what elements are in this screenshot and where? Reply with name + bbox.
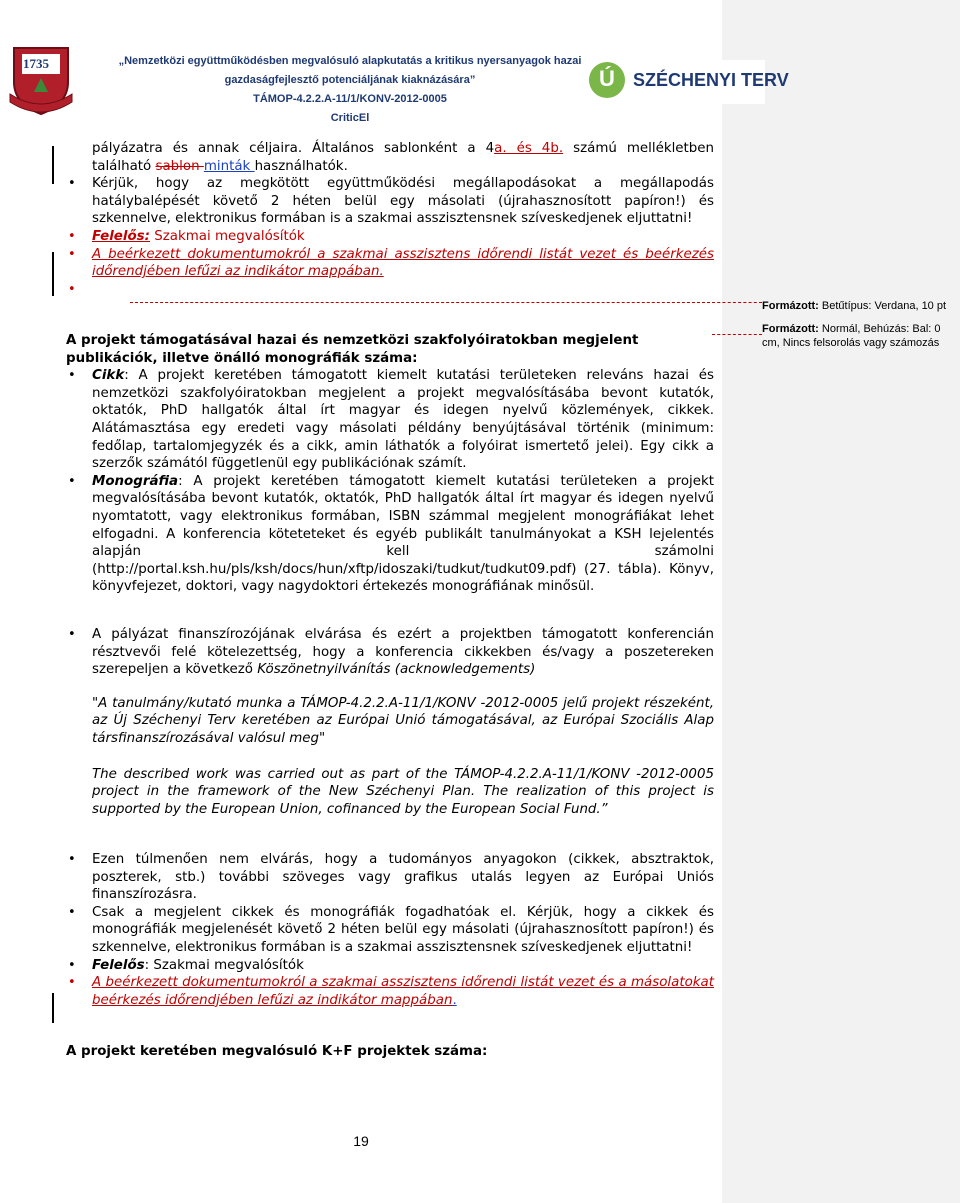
bullet-empty bbox=[66, 281, 714, 299]
bullet-agreements: • Kérjük, hogy az megkötött együttműködési megállapodásokat a megállapodás hatálybalépését követő 2 héten belül egy másolati (újrahasznosított papíron!) és szkennelve, elektronikus formában is a szakmai asszisztensnek szíveskedjenek eljuttatni! bbox=[66, 175, 714, 228]
paragraph-template-intro: pályázatra és annak céljaira. Általános sablonként a 4a. és 4b. számú mellékletben található sablon minták használhatók. bbox=[92, 141, 715, 174]
logo-circle-icon: Ú bbox=[589, 62, 625, 98]
heading-publications: A projekt támogatásával hazai és nemzetközi szakfolyóiratokban megjelent publikációk, illetve önálló monográfiák száma: bbox=[66, 333, 639, 366]
page-number: 19 bbox=[353, 1133, 369, 1149]
change-bar bbox=[52, 146, 54, 184]
bullet-filing-2: • A beérkezett dokumentumokról a szakmai asszisztens időrendi listát vezet és a másolatokat beérkezés időrendjében lefűzi az indikátor mappában. bbox=[66, 974, 714, 1009]
header-line-2: gazdaságfejlesztő potenciáljának kiaknázására” bbox=[224, 74, 476, 86]
section-top bbox=[66, 140, 714, 299]
heading-kf-projects: A projekt keretében megvalósuló K+F projektek száma: bbox=[66, 1044, 488, 1059]
change-bar bbox=[52, 252, 54, 296]
quote-hungarian: "A tanulmány/kutató munka a TÁMOP-4.2.2.A-11/1/KONV -2012-0005 jelű projekt részeként, az Új Széchenyi Terv keretében az Európai Unió támogatásával, az Európai Szociális Alap társfinanszírozásával valósul meg" bbox=[92, 695, 714, 746]
bullet-cikk: • Cikk: A projekt keretében támogatott kiemelt kutatási területeken releváns hazai és nemzetközi szakfolyóiratokban megjelent a projekt megvalósításába bevont kutatók, oktatók, PhD hallgatók által írt magyar és idegen nyelvű közlemények, cikkek. Alátámasztása egy eredeti vagy másolati példány benyújtásával történik (minimum: fedőlap, tartalomjegyzék és a cikk, amin láthatók a folyóirat ismertető jelei). Egy cikk a szerzők számától függetlenül egy publikációnak számít. bbox=[66, 367, 714, 473]
header-line-3: TÁMOP-4.2.2.A-11/1/KONV-2012-0005 bbox=[253, 93, 447, 105]
szechenyi-terv-logo bbox=[585, 60, 789, 104]
comment-connector bbox=[712, 334, 762, 335]
bullet-responsible-1: • Felelős: Szakmai megvalósítók bbox=[66, 228, 714, 246]
bullet-only-published: • Csak a megjelent cikkek és monográfiák fogadhatóak el. Kérjük, hogy a cikkek és monográfiák megjelenését követő 2 héten belül egy másolati (újrahasznosított papíron!) és szkennelve, elektronikus formában is a szakmai asszisztensnek szíveskedjenek eljuttatni! bbox=[66, 904, 714, 957]
quote-english: The described work was carried out as part of the TÁMOP-4.2.2.A-11/1/KONV -2012-0005 project in the framework of the New Széchenyi Plan. The realization of this project is supported by the European Union, cofinanced by the European Social Fund.” bbox=[92, 766, 714, 817]
format-comment-1[interactable]: Formázott: Betűtípus: Verdana, 10 pt bbox=[762, 300, 947, 312]
header-line-4: CriticEl bbox=[330, 112, 370, 124]
bullet-no-extra: • Ezen túlmenően nem elvárás, hogy a tudományos anyagokon (cikkek, absztraktok, poszterek, stb.) további szöveges vagy grafikus utalás legyen az Európai Uniós finanszírozásra. bbox=[66, 851, 714, 904]
logo-text: SZÉCHENYI TERV bbox=[633, 70, 789, 90]
change-bar bbox=[52, 993, 54, 1023]
header-line-1: „Nemzetközi együttműködésben megvalósuló alapkutatás a kritikus nyersanyagok hazai bbox=[118, 55, 582, 67]
bullet-responsible-2: • Felelős: Szakmai megvalósítók bbox=[66, 957, 714, 975]
bullet-monografia: • Monográfia: A projekt keretében támogatott kiemelt kutatási területeken a projekt megvalósításába bevont kutatók, oktatók, PhD hallgatók által írt magyar és idegen nyelvű nyomtatott, vagy elektronikus formában, ISBN számmal megjelent monográfiákat lehet elfogadni. A konferencia köteteteket és egyéb publikált tanulmányokat a KSH lejelentés alapján kell számolni (http://portal.ksh.hu/pls/ksh/docs/hun/xftp/idoszaki/tudkut/tudkut09.pdf) (27. tábla). Könyv, könyvfejezet, doktori, vagy nagydoktori értekezés monográfiának minősül. bbox=[66, 473, 714, 596]
comment-connector bbox=[130, 302, 710, 303]
section-closing bbox=[66, 851, 714, 1009]
section-acknowledgement bbox=[66, 626, 714, 818]
bullet-filing-1: • A beérkezett dokumentumokról a szakmai asszisztens időrendi listát vezet és beérkezés időrendjében lefűzi az indikátor mappában. bbox=[66, 246, 714, 281]
comment-margin bbox=[722, 0, 960, 1203]
bullet-funder-expectation: • A pályázat finanszírozójának elvárása és ezért a projektben támogatott konferencián résztvevői felé kötelezettség, hogy a konferencia cikkekben és/vagy a poszetereken szerepeljen a következő Köszönetnyilvánítás (acknowledgements) bbox=[66, 626, 714, 679]
section-kf bbox=[66, 1043, 714, 1061]
crest-year: 1735 bbox=[23, 56, 49, 71]
project-header bbox=[110, 52, 590, 128]
format-comment-2[interactable]: Formázott: Normál, Behúzás: Bal: 0 cm, Nincs felsorolás vagy számozás bbox=[762, 323, 941, 349]
comment-connector bbox=[712, 302, 762, 303]
university-crest-icon bbox=[8, 42, 74, 116]
section-publications bbox=[66, 332, 714, 596]
